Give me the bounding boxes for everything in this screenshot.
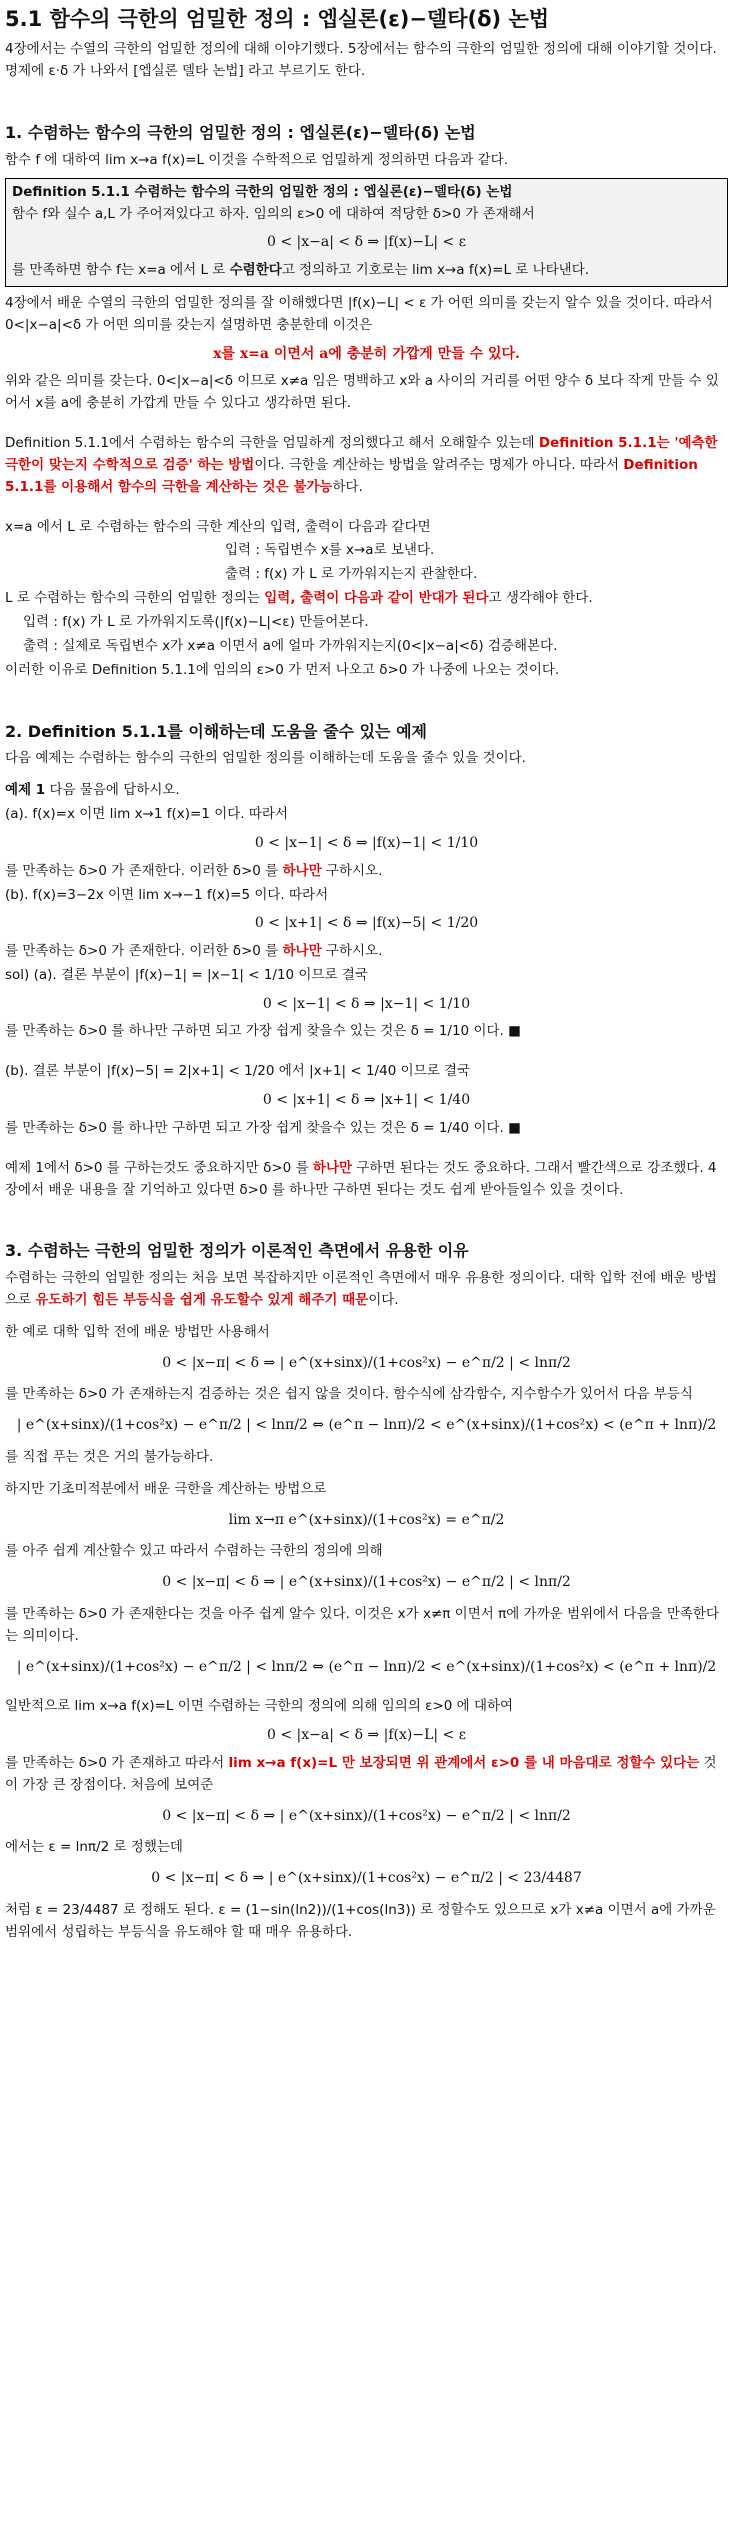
example-b-highlight: 하나만 [282, 943, 322, 960]
note-a: 예제 1에서 δ>0 를 구하는것도 중요하지만 δ>0 를 [5, 1159, 313, 1176]
example-a: (a). f(x)=x 이면 lim x→1 f(x)=1 이다. 따라서 [5, 806, 289, 823]
section-2-heading: 2. Definition 5.1.1를 이해하는데 도움을 줄수 있는 예제 [5, 721, 427, 741]
solution-b: (b). 결론 부분이 |f(x)−5| = 2|x+1| < 1/20 에서 |x+1| < 1/40 이므로 결국 [5, 1063, 471, 1080]
definition-line-2-a: 를 만족하면 함수 f는 x=a 에서 L 로 [12, 262, 230, 279]
example-b-after [5, 941, 728, 963]
p3-d: Definition 5.1.1를 이용해서 함수의 극한을 계산하는 것은 불가능 [5, 456, 698, 495]
p3-a: Definition 5.1.1에서 수렴하는 함수의 극한을 엄밀하게 정의했다고 해서 오해할수 있는데 [5, 435, 539, 452]
note-c: 구하면 된다는 것도 중요하다. 그래서 빨간색으로 강조했다. 4장에서 배운 내용을 잘 기억하고 있다면 δ>0 를 하나만 구하면 된다는 것도 쉽게 받아들일수 있을 것이다. [5, 1159, 717, 1198]
section-1-paragraph-4: x=a 에서 L 로 수렴하는 함수의 극한 계산의 입력, 출력이 다음과 같다면 [5, 518, 431, 535]
s3-p9-c: 것이 가장 큰 장점이다. 처음에 보여준 [5, 1754, 717, 1793]
section-1-heading: 1. 수렴하는 함수의 극한의 엄밀한 정의 : 엡실론(ε)−델타(δ) 논법 [5, 123, 476, 143]
s3-p1-highlight: 유도하기 힘든 부등식을 쉽게 유도할수 있게 해주기 때문 [35, 1292, 369, 1309]
section-3-equation-6: 0 < |x−a| < δ ⇒ |f(x)−L| < ε [267, 1727, 466, 1744]
section-3-equation-2: | e^(x+sinx)/(1+cos²x) − e^π/2 | < lnπ/2 ⇔ (e^π − lnπ)/2 < e^(x+sinx)/(1+cos²x) < (e^π + lnπ)/2 [16, 1417, 717, 1434]
example-b-after-end: 구하시오. [321, 943, 383, 960]
section-2-note [5, 1158, 728, 1202]
section-3-equation-5: | e^(x+sinx)/(1+cos²x) − e^π/2 | < lnπ/2 ⇔ (e^π − lnπ)/2 < e^(x+sinx)/(1+cos²x) < (e^π + lnπ)/2 [16, 1658, 717, 1675]
section-3-paragraph-5: 하지만 기초미적분에서 배운 극한을 계산하는 방법으로 [5, 1480, 327, 1497]
p3-e: 하다. [332, 478, 363, 495]
solution-a: sol) (a). 결론 부분이 |f(x)−1| = |x−1| < 1/10 이므로 결국 [5, 966, 368, 983]
example-b: (b). f(x)=3−2x 이면 lim x→−1 f(x)=5 이다. 따라서 [5, 886, 329, 903]
solution-a-equation: 0 < |x−1| < δ ⇒ |x−1| < 1/10 [262, 995, 471, 1012]
def-output: 출력 : 실제로 독립변수 x가 x≠a 이면서 a에 얼마 가까워지는지(0<|x−a|<δ) 검증해본다. [23, 637, 558, 654]
page-title: 5.1 함수의 극한의 엄밀한 정의 : 엡실론(ε)−델타(δ) 논법 [5, 7, 550, 31]
example-1 [5, 780, 728, 802]
section-2-lead: 다음 예제는 수렴하는 함수의 극한의 엄밀한 정의를 이해하는데 도움을 줄수 있을 것이다. [5, 750, 526, 767]
def-input: 입력 : f(x) 가 L 로 가까워지도록(|f(x)−L|<ε) 만들어본다. [23, 614, 369, 631]
definition-line-2 [12, 260, 721, 282]
section-3-heading: 3. 수렴하는 극한의 엄밀한 정의가 이론적인 측면에서 유용한 이유 [5, 1241, 469, 1261]
section-3-paragraph-1 [5, 1268, 728, 1312]
section-3-equation-4: 0 < |x−π| < δ ⇒ | e^(x+sinx)/(1+cos²x) − e^π/2 | < lnπ/2 [162, 1574, 571, 1591]
document-page [0, 6, 733, 1943]
definition-equation: 0 < |x−a| < δ ⇒ |f(x)−L| < ε [267, 234, 466, 251]
section-3-equation-1: 0 < |x−π| < δ ⇒ | e^(x+sinx)/(1+cos²x) − e^π/2 | < lnπ/2 [162, 1354, 571, 1371]
section-3-paragraph-6: 를 아주 쉽게 계산할수 있고 따라서 수렴하는 극한의 정의에 의해 [5, 1543, 383, 1560]
calc-output: 출력 : f(x) 가 L 로 가까워지는지 관찰한다. [225, 566, 478, 583]
definition-box [5, 178, 728, 287]
section-3-equation-3: lim x→π e^(x+sinx)/(1+cos²x) = e^π/2 [228, 1511, 505, 1528]
example-a-after-end: 구하시오. [321, 862, 383, 879]
example-a-after [5, 861, 728, 883]
section-3-paragraph-9 [5, 1753, 728, 1797]
solution-b-equation: 0 < |x+1| < δ ⇒ |x+1| < 1/40 [262, 1092, 471, 1109]
section-3-paragraph-7: 를 만족하는 δ>0 가 존재한다는 것을 아주 쉽게 알수 있다. 이것은 x가 x≠π 이면서 π에 가까운 범위에서 다음을 만족한다는 의미이다. [5, 1605, 720, 1644]
example-a-equation: 0 < |x−1| < δ ⇒ |f(x)−1| < 1/10 [254, 835, 479, 851]
example-a-after-text: 를 만족하는 δ>0 가 존재한다. 이러한 δ>0 를 [5, 862, 283, 879]
note-highlight: 하나만 [312, 1159, 353, 1176]
s3-p1-a: 수렴하는 극한의 엄밀한 정의는 처음 보면 복잡하지만 이론적인 측면에서 매우 유용한 정의이다. 대학 입학 전에 배운 방법으로 [5, 1270, 717, 1309]
definition-heading: Definition 5.1.1 수렴하는 함수의 극한의 엄밀한 정의 : 엡실론(ε)−델타(δ) 논법 [12, 183, 513, 200]
section-3-paragraph-2: 한 예로 대학 입학 전에 배운 방법만 사용해서 [5, 1323, 270, 1340]
section-1-paragraph-2: 위와 같은 의미를 갖는다. 0<|x−a|<δ 이므로 x≠a 임은 명백하고 x와 a 사이의 거리를 어떤 양수 δ 보다 작게 만들 수 있어서 x를 a에 충분히 가깝게 만들 수 있다고 생각하면 된다. [5, 373, 719, 412]
p5-a: L 로 수렴하는 함수의 극한의 엄밀한 정의는 [5, 590, 265, 607]
example-a-highlight: 하나만 [282, 862, 322, 879]
section-3-equation-8: 0 < |x−π| < δ ⇒ | e^(x+sinx)/(1+cos²x) − e^π/2 | < 23/4487 [151, 1870, 582, 1887]
section-3-paragraph-3: 를 만족하는 δ>0 가 존재하는지 검증하는 것은 쉽지 않을 것이다. 함수식에 삼각함수, 지수함수가 있어서 다음 부등식 [5, 1386, 693, 1403]
p5-b: 입력, 출력이 다음과 같이 반대가 된다 [264, 590, 489, 607]
s3-p9-highlight: lim x→a f(x)=L 만 보장되면 위 관계에서 ε>0 를 내 마음대로 정할수 있다는 [228, 1754, 700, 1771]
p5-c: 고 생각해야 한다. [488, 590, 593, 607]
section-1-paragraph-3 [5, 433, 728, 499]
definition-line-1: 함수 f와 실수 a,L 가 주어져있다고 하자. 임의의 ε>0 에 대하여 적당한 δ>0 가 존재해서 [12, 205, 535, 222]
definition-line-2-b: 수렴한다 [229, 262, 282, 279]
example-text: 다음 물음에 답하시오. [45, 782, 180, 799]
solution-a-end: 를 만족하는 δ>0 를 하나만 구하면 되고 가장 쉽게 찾을수 있는 것은 δ = 1/10 이다. ■ [5, 1023, 521, 1040]
calc-input: 입력 : 독립변수 x를 x→a로 보낸다. [225, 542, 435, 559]
section-1-lead: 함수 f 에 대하여 lim x→a f(x)=L 이것을 수학적으로 엄밀하게 정의하면 다음과 같다. [5, 151, 508, 168]
section-3-equation-7: 0 < |x−π| < δ ⇒ | e^(x+sinx)/(1+cos²x) − e^π/2 | < lnπ/2 [162, 1807, 571, 1824]
example-b-equation: 0 < |x+1| < δ ⇒ |f(x)−5| < 1/20 [254, 915, 479, 932]
intro-paragraph: 4장에서는 수열의 극한의 엄밀한 정의에 대해 이야기했다. 5장에서는 함수의 극한의 엄밀한 정의에 대해 이야기할 것이다. 명제에 ε·δ 가 나와서 [엡실론 델타 논법] 라고 부르기도 한다. [5, 41, 717, 80]
section-1-paragraph-1: 4장에서 배운 수열의 극한의 엄밀한 정의를 잘 이해했다면 |f(x)−L| < ε 가 어떤 의미를 갖는지 알수 있을 것이다. 따라서 0<|x−a|<δ 가 어떤 의미를 갖는지 설명하면 충분한데 이것은 [5, 294, 713, 333]
p3-b: Definition 5.1.1는 '예측한 극한이 맞는지 수학적으로 검증' 하는 방법 [5, 435, 718, 473]
s3-p9-a: 를 만족하는 δ>0 가 존재하고 따라서 [5, 1754, 229, 1771]
example-label: 예제 1 [5, 782, 46, 799]
section-1-red-statement: x를 x=a 이면서 a에 충분히 가깝게 만들 수 있다. [213, 345, 520, 362]
section-3-paragraph-8: 일반적으로 lim x→a f(x)=L 이면 수렴하는 극한의 정의에 의해 임의의 ε>0 에 대하여 [5, 1698, 514, 1715]
p3-c: 이다. 극한을 계산하는 방법을 알려주는 명제가 아니다. 따라서 [254, 456, 624, 473]
section-3-paragraph-11: 처럼 ε = 23/4487 로 정해도 된다. ε = (1−sin(ln2))/(1+cos(ln3)) 로 정할수도 있으므로 x가 x≠a 이면서 a에 가까운 범위에서 성립하는 부등식을 유도해야 할 때 매우 유용하다. [5, 1901, 716, 1940]
example-b-after-text: 를 만족하는 δ>0 가 존재한다. 이러한 δ>0 를 [5, 943, 283, 960]
section-1-paragraph-5 [5, 588, 728, 610]
section-1-paragraph-6: 이러한 이유로 Definition 5.1.1에 임의의 ε>0 가 먼저 나오고 δ>0 가 나중에 나오는 것이다. [5, 661, 560, 678]
definition-line-2-c: 고 정의하고 기호로는 lim x→a f(x)=L 로 나타낸다. [281, 262, 590, 279]
s3-p1-c: 이다. [368, 1292, 399, 1309]
solution-b-end: 를 만족하는 δ>0 를 하나만 구하면 되고 가장 쉽게 찾을수 있는 것은 δ = 1/40 이다. ■ [5, 1119, 521, 1136]
section-3-paragraph-4: 를 직접 푸는 것은 거의 불가능하다. [5, 1449, 214, 1465]
section-3-paragraph-10: 에서는 ε = lnπ/2 로 정했는데 [5, 1839, 183, 1856]
